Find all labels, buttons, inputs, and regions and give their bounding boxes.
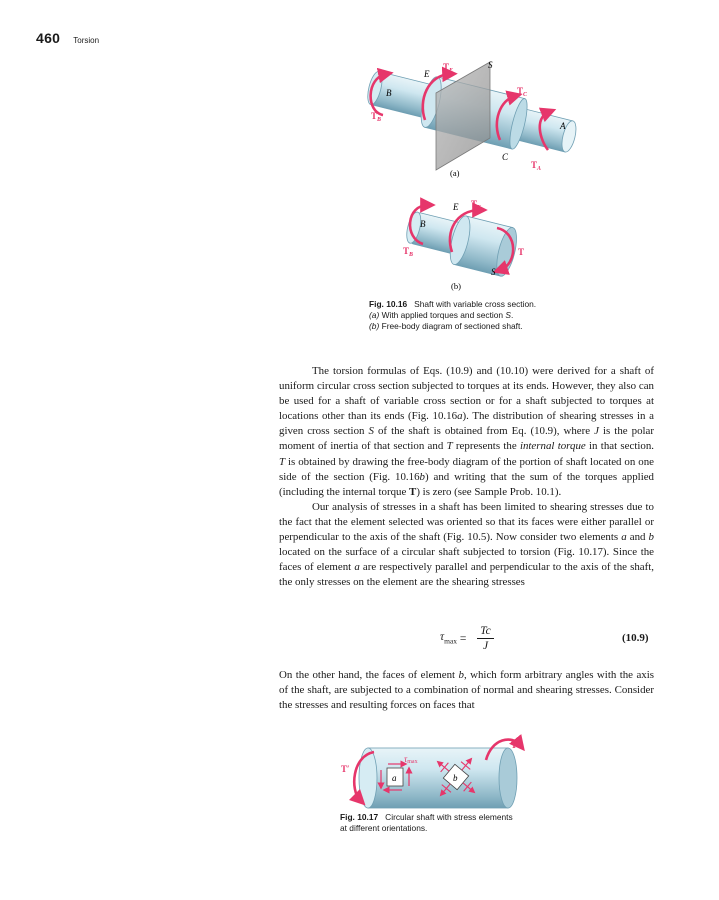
label-s-a: S [488, 60, 493, 70]
paragraph-2: Our analysis of stresses in a shaft has been limited to shearing stresses due to the fact that the element selected was oriented so that its faces were either parallel or perpendicular to the axis of the shaft (Fig. 10.5). Now consider two elements a and b located on the surface of a circular shaft subjected to torsion (Fig. 10.17). Since the faces of element a are respectively parallel and perpendicular to the axis of the shaft, the only stresses on the element are the shearing stresses [279, 500, 655, 589]
paragraph-1: The torsion formulas of Eqs. (10.9) and (10.10) were derived for a shaft of uniform circular cross section subjected to torques at its ends. However, they also can be used for a shaft of variable cross section or for a shaft subjected to torques at locations other than its ends (Fig. 10.16a). The distribution of shearing stresses in a given cross section S of the shaft is obtained from Eq. (10.9), where J is the polar moment of inertia of that section and T represents the internal torque in that section. T is obtained by drawing the free-body diagram of the portion of shaft located on one side of the section (Fig. 10.16b) and writing that the sum of the torques applied (including the internal torque T) is zero (see Sample Prob. 10.1). [279, 365, 655, 498]
figure-10-17-caption: Fig. 10.17 Circular shaft with stress elements at different orientations. [340, 812, 513, 834]
label-tb-a: $T_B$ [371, 111, 382, 123]
label-tc-a: $T_C$ [517, 86, 528, 98]
label-e-b: E [453, 202, 459, 212]
label-tb-b: $T_B$ [403, 246, 414, 258]
label-s-b: S [491, 267, 496, 277]
label-t-b: T [518, 247, 525, 257]
label-b-b: B [420, 219, 426, 229]
label-a-17: a [392, 773, 397, 783]
panel-label-a: (a) [450, 168, 460, 178]
figure-10-16-caption: Fig. 10.16 Shaft with variable cross section. (a) With applied torques and section S. (b) Free-body diagram of sectioned shaft. [369, 299, 537, 332]
label-a-a: A [560, 121, 566, 131]
label-te-a: $T_E$ [443, 62, 454, 74]
label-t-prime-17: T′ [341, 764, 350, 774]
caption-label-17: Fig. 10.17 [340, 812, 379, 822]
equation-number: (10.9) [622, 632, 649, 644]
label-c-a: C [502, 152, 509, 162]
paragraph-3: On the other hand, the faces of element b, which form arbitrary angles with the axis of the shaft, are subjected to a combination of normal and shearing stresses. Consider the stresses and resulting forces on faces that [279, 669, 654, 712]
label-t-17: T [511, 740, 518, 750]
circular-shaft [359, 748, 517, 808]
caption-label: Fig. 10.16 [369, 299, 408, 309]
label-e-a: E [424, 69, 430, 79]
label-tau-max: τmax [404, 754, 418, 765]
equation-10-9: $\tau_{max}$ = $\frac{Tc}{J}$ [440, 625, 494, 652]
label-ta-a: $T_A$ [531, 160, 542, 172]
label-te-b: $T_E$ [471, 199, 482, 211]
label-b-a: B [386, 88, 392, 98]
page-number: 460 [36, 30, 61, 46]
panel-label-b: (b) [451, 281, 461, 291]
chapter-title: Torsion [73, 36, 100, 45]
label-b-17: b [453, 773, 458, 783]
